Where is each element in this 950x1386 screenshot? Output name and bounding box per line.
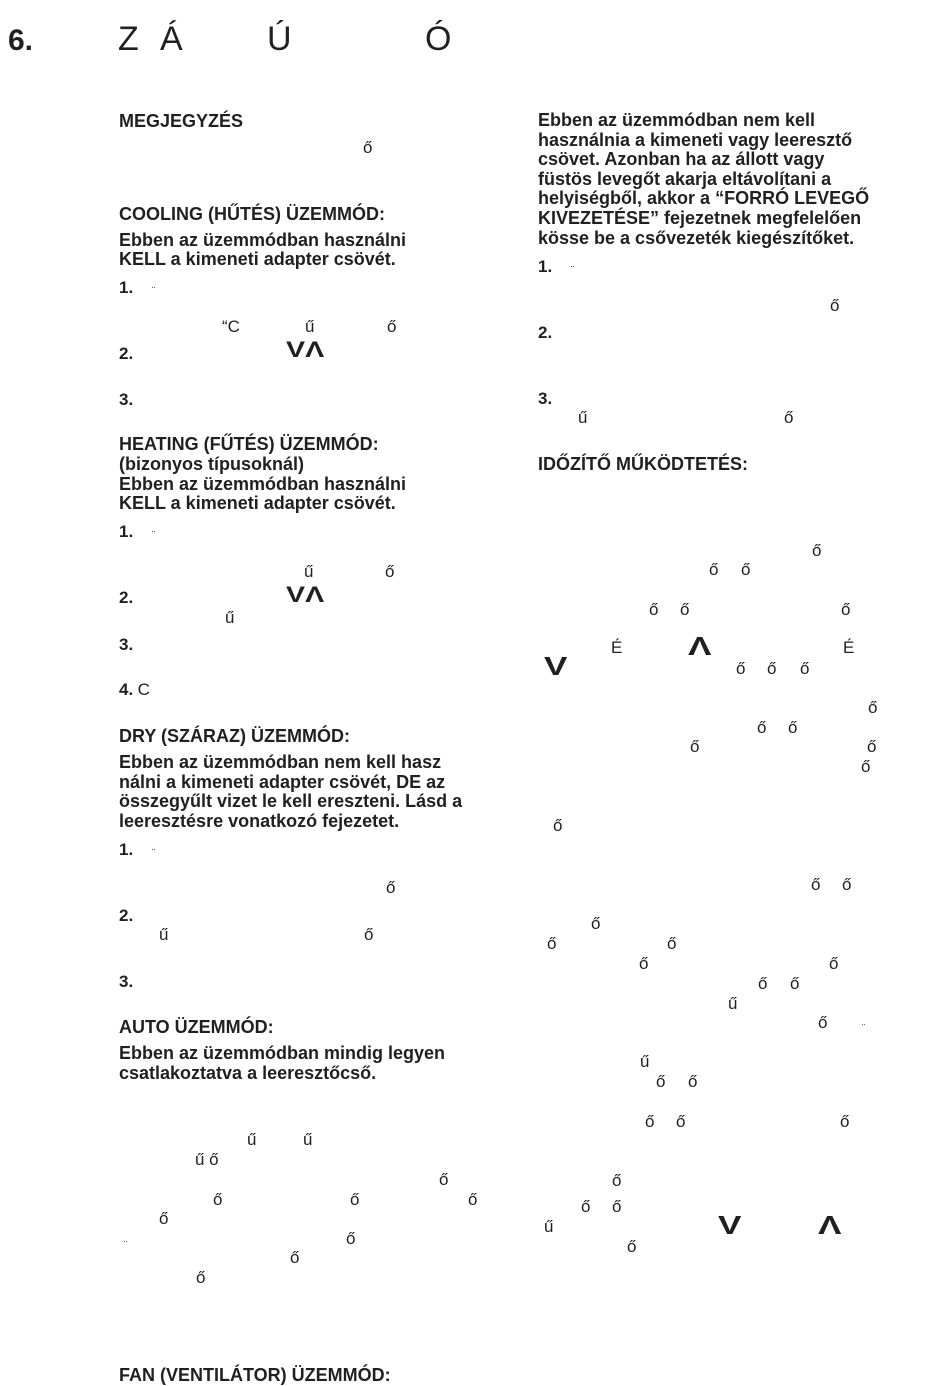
chapter-title-letter: Á (160, 20, 183, 58)
residual-glyph: ¨ (571, 265, 575, 276)
step-number: 1. (119, 522, 134, 541)
step-number: 2. (119, 344, 134, 363)
residual-glyph: ő (812, 541, 822, 560)
step-number: 1. (119, 840, 134, 859)
residual-glyph: ő (159, 1209, 169, 1228)
heating-body-line: (bizonyos típusoknál) (119, 454, 305, 474)
residual-glyph: ő (867, 737, 877, 756)
residual-glyph: ő (790, 974, 800, 993)
residual-glyph: ű (544, 1217, 554, 1236)
auto-heading: AUTO ÜZEMMÓD: (119, 1017, 274, 1037)
fan-body-line: kösse be a csővezeték kiegészítőket. (538, 228, 855, 248)
residual-glyph: “C (222, 317, 240, 336)
chapter-title-letter: Ó (425, 20, 452, 58)
residual-glyph: C (137, 680, 150, 699)
residual-glyph: ű (578, 408, 588, 427)
residual-glyph: ő (387, 317, 397, 336)
residual-glyph: ¨ (152, 848, 156, 859)
fan-body-line: helyiségből, akkor a “FORRÓ LEVEGŐ (538, 188, 870, 208)
residual-glyph: ő (213, 1190, 223, 1209)
dry-body-line: Ebben az üzemmódban nem kell hasz (119, 752, 442, 772)
dry-body-line: összegyűlt vizet le kell ereszteni. Lásd a (119, 791, 463, 811)
residual-glyph: ő (736, 659, 746, 678)
residual-glyph: ő (612, 1197, 622, 1216)
timer-heading: IDŐZÍTŐ MŰKÖDTETÉS: (538, 454, 748, 474)
residual-glyph: ű (303, 1130, 313, 1149)
residual-glyph: ű ő (195, 1150, 219, 1169)
residual-glyph: ű (225, 608, 235, 627)
residual-glyph: ő (688, 1072, 698, 1091)
residual-glyph: ő (788, 718, 798, 737)
up-arrow-icon: Λ (688, 631, 712, 661)
cooling-heading: COOLING (HŰTÉS) ÜZEMMÓD: (119, 204, 385, 224)
residual-glyph: ő (346, 1229, 356, 1248)
auto-body-line: csatlakoztatva a leeresztőcső. (119, 1063, 377, 1083)
step-number: 4. (119, 680, 134, 699)
residual-glyph: ő (385, 562, 395, 581)
residual-glyph: ő (364, 925, 374, 944)
residual-glyph: ő (581, 1197, 591, 1216)
residual-glyph: ő (784, 408, 794, 427)
down-up-arrows-icon: VΛ (286, 337, 325, 362)
residual-glyph: ő (830, 296, 840, 315)
residual-glyph: ő (800, 659, 810, 678)
residual-glyph: ő (656, 1072, 666, 1091)
residual-glyph: ő (649, 600, 659, 619)
down-arrow-icon: V (544, 651, 568, 681)
residual-glyph: ő (690, 737, 700, 756)
residual-glyph: ő (829, 954, 839, 973)
note-heading: MEGJEGYZÉS (119, 111, 244, 131)
residual-glyph: ű (304, 562, 314, 581)
residual-glyph: ő (680, 600, 690, 619)
residual-glyph: ő (758, 974, 768, 993)
residual-glyph: ő (741, 560, 751, 579)
residual-glyph: ő (196, 1268, 206, 1287)
residual-glyph: ű (247, 1130, 257, 1149)
step-4 (119, 680, 150, 700)
auto-body-line: Ebben az üzemmódban mindig legyen (119, 1043, 446, 1063)
heating-body-line: Ebben az üzemmódban használni (119, 474, 407, 494)
fan-body-line: KIVEZETÉSE” fejezetnek megfelelően (538, 208, 862, 228)
chapter-title-letter: Ú (267, 20, 292, 58)
residual-glyph: ő (627, 1237, 637, 1256)
residual-glyph: ő (363, 138, 373, 157)
down-arrow-icon: V (718, 1210, 742, 1240)
residual-glyph: ő (842, 875, 852, 894)
residual-glyph: ő (861, 757, 871, 776)
heating-heading: HEATING (FŰTÉS) ÜZEMMÓD: (119, 434, 379, 454)
residual-glyph: ő (290, 1248, 300, 1267)
residual-glyph: ő (591, 914, 601, 933)
up-arrow-icon: Λ (818, 1210, 842, 1240)
chapter-title-letter: Z (118, 20, 139, 58)
residual-glyph: ő (709, 560, 719, 579)
residual-glyph: ¨ (862, 1023, 866, 1034)
cooling-body-line: Ebben az üzemmódban használni (119, 230, 407, 250)
residual-glyph: ő (841, 600, 851, 619)
residual-glyph: ű (728, 994, 738, 1013)
dry-heading: DRY (SZÁRAZ) ÜZEMMÓD: (119, 726, 350, 746)
residual-glyph: ő (757, 718, 767, 737)
residual-glyph: ő (840, 1112, 850, 1131)
residual-glyph: ő (868, 698, 878, 717)
residual-glyph: ő (547, 934, 557, 953)
dry-body-line: nálni a kimeneti adapter csövét, DE az (119, 772, 446, 792)
residual-glyph: ő (645, 1112, 655, 1131)
fan-body-line: Ebben az üzemmódban nem kell (538, 110, 816, 130)
residual-glyph: ő (818, 1013, 828, 1032)
residual-glyph: ő (553, 816, 563, 835)
residual-glyph: ő (350, 1190, 360, 1209)
residual-glyph: ő (811, 875, 821, 894)
residual-glyph: ű (159, 925, 169, 944)
step-number: 3. (119, 972, 134, 991)
residual-glyph: ő (676, 1112, 686, 1131)
residual-glyph: ű (640, 1052, 650, 1071)
residual-glyph: ő (667, 934, 677, 953)
step-number: 2. (538, 323, 553, 342)
step-number: 3. (119, 635, 134, 654)
residual-glyph: ¨ (152, 286, 156, 297)
residual-glyph: ő (468, 1190, 478, 1209)
fan-body-line: használnia a kimeneti vagy leeresztő (538, 130, 853, 150)
step-number: 1. (538, 257, 553, 276)
fan-body-line: csövet. Azonban ha az állott vagy (538, 149, 825, 169)
cooling-body-line: KELL a kimeneti adapter csövét. (119, 249, 396, 269)
step-number: 2. (119, 588, 134, 607)
step-number: 2. (119, 906, 134, 925)
heating-body-line: KELL a kimeneti adapter csövét. (119, 493, 396, 513)
residual-glyph: ¨ (152, 530, 156, 541)
residual-glyph: ¨ (124, 1240, 128, 1251)
step-number: 3. (119, 390, 134, 409)
down-up-arrows-icon: VΛ (286, 582, 325, 607)
residual-glyph: ő (386, 878, 396, 897)
residual-glyph: É (843, 638, 855, 657)
residual-glyph: ő (439, 1170, 449, 1189)
residual-glyph: ő (767, 659, 777, 678)
residual-glyph: ő (639, 954, 649, 973)
dry-body-line: leeresztésre vonatkozó fejezetet. (119, 811, 400, 831)
fan-body-line: füstös levegőt akarja eltávolítani a (538, 169, 832, 189)
chapter-number: 6. (8, 24, 34, 57)
residual-glyph: ő (612, 1171, 622, 1190)
step-number: 1. (119, 278, 134, 297)
fan-heading: FAN (VENTILÁTOR) ÜZEMMÓD: (119, 1365, 391, 1385)
step-number: 3. (538, 389, 553, 408)
residual-glyph: É (611, 638, 623, 657)
residual-glyph: ű (305, 317, 315, 336)
